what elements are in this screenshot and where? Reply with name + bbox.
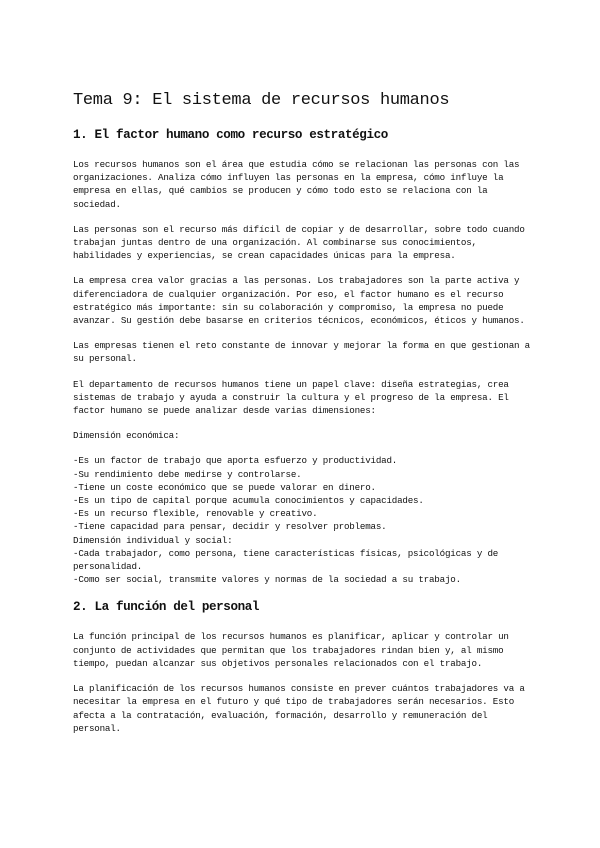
document-title: Tema 9: El sistema de recursos humanos <box>73 91 450 110</box>
list-item: -Es un tipo de capital porque acumula conocimientos y capacidades. <box>73 495 424 507</box>
list-item: -Como ser social, transmite valores y normas de la sociedad a su trabajo. <box>73 574 461 586</box>
list-item: -Es un factor de trabajo que aporta esfuerzo y productividad. <box>73 455 398 467</box>
section-1-paragraph-5: El departamento de recursos humanos tiene un papel clave: diseña estrategias, crea sistemas de trabajo y ayuda a construir la cultura y el progreso de la empresa. El factor humano se puede analizar desde varias dimensiones: <box>73 378 509 417</box>
economic-dimension-list <box>73 454 530 533</box>
social-dimension-label: Dimensión individual y social: <box>73 534 233 546</box>
section-2-paragraph-1: La función principal de los recursos humanos es planificar, aplicar y controlar un conjunto de actividades que permitan que los trabajadores rindan bien y, al mismo tiempo, puedan alcanzar sus objetivos personales relacionados con el trabajo. <box>73 631 509 669</box>
section-1-paragraph-1: Los recursos humanos son el área que estudia cómo se relacionan las personas con las organizaciones. Analiza cómo influyen las personas en la empresa, cómo influye la empresa en ellas, qué cambios se producen y cómo todo esto se relaciona con la sociedad. <box>73 159 520 210</box>
list-item: -Tiene capacidad para pensar, decidir y resolver problemas. <box>73 521 387 533</box>
section-2-heading: 2. La función del personal <box>73 600 260 615</box>
spacer <box>73 442 530 454</box>
economic-dimension-label: Dimensión económica: <box>73 430 180 442</box>
section-1-paragraph-3: La empresa crea valor gracias a las personas. Los trabajadores son la parte activa y diferenciadora de cualquier organización. Por eso, el factor humano es el recurso estratégico más importante: sin su colaboración y compromiso, la empresa no puede avanzar. Su gestión debe basarse en criterios técnicos, económicos, éticos y humanos. <box>73 275 525 327</box>
list-item: -Su rendimiento debe medirse y controlarse. <box>73 468 302 480</box>
section-1-paragraph-4: Las empresas tienen el reto constante de innovar y mejorar la forma en que gestionan a su personal. <box>73 340 530 365</box>
list-item: -Es un recurso flexible, renovable y creativo. <box>73 508 318 520</box>
list-item: -Cada trabajador, como persona, tiene características físicas, psicológicas y de personalidad. <box>73 547 499 573</box>
social-dimension-list <box>73 547 530 587</box>
section-1-heading: 1. El factor humano como recurso estratégico <box>73 128 388 142</box>
list-item: -Tiene un coste económico que se puede valorar en dinero. <box>73 481 376 493</box>
section-2-paragraph-2: La planificación de los recursos humanos consiste en prever cuántos trabajadores va a necesitar la empresa en el futuro y qué tipo de trabajadores serán necesarios. Esto afecta a la contratación, evaluación, formación, desarrollo y remuneración del personal. <box>73 683 525 734</box>
section-1-paragraph-2: Las personas son el recurso más difícil de copiar y de desarrollar, sobre todo cuando trabajan juntas dentro de una organización. Al combinarse sus conocimientos, habilidades y experiencias, se crean capacidades únicas para la empresa. <box>73 223 525 262</box>
